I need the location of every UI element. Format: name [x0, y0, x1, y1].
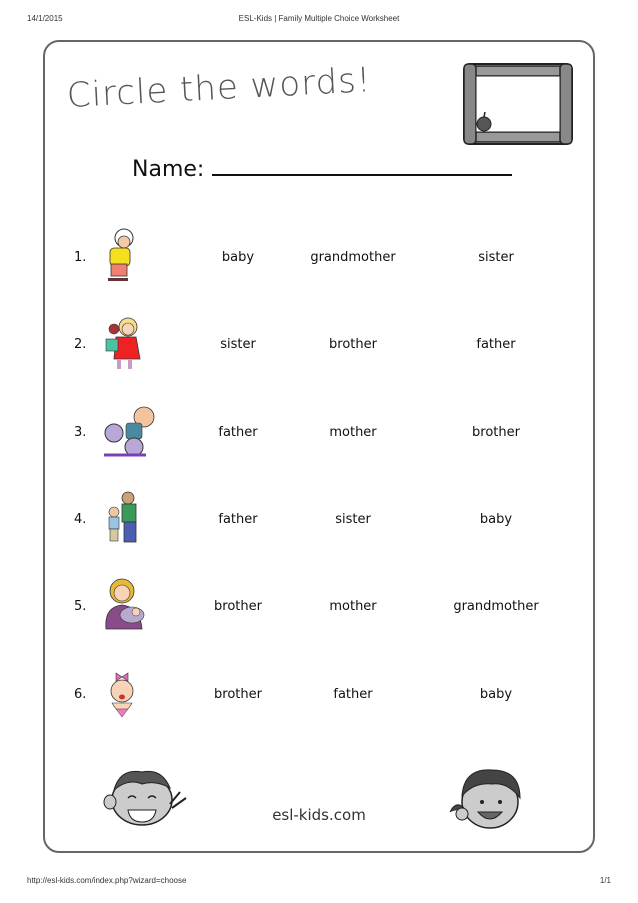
grandmother-picture-icon — [100, 228, 144, 284]
sister-picture-icon — [100, 315, 144, 371]
option-word[interactable]: brother — [329, 337, 377, 352]
option-word[interactable]: grandmother — [310, 250, 396, 265]
option-word[interactable]: brother — [472, 425, 520, 440]
girl-face-icon — [444, 764, 534, 832]
chalkboard-frame-icon — [460, 60, 576, 148]
option-word[interactable]: father — [218, 425, 258, 440]
question-row — [0, 228, 638, 288]
question-number: 4. — [74, 512, 87, 527]
question-number: 3. — [74, 425, 87, 440]
option-word[interactable]: brother — [214, 687, 262, 702]
option-word[interactable]: baby — [479, 512, 513, 527]
question-number: 6. — [74, 687, 87, 702]
option-word[interactable]: brother — [214, 599, 262, 614]
name-field[interactable] — [132, 156, 512, 182]
option-word[interactable]: mother — [329, 425, 377, 440]
question-row — [0, 403, 638, 463]
baby-picture-icon — [100, 665, 144, 721]
option-word[interactable]: baby — [221, 250, 255, 265]
option-word[interactable]: mother — [329, 599, 377, 614]
question-number: 2. — [74, 337, 87, 352]
father-picture-icon — [100, 490, 144, 546]
option-word[interactable]: father — [476, 337, 516, 352]
brand-text: esl-kids.com — [272, 806, 366, 824]
question-row — [0, 490, 638, 550]
question-number: 1. — [74, 250, 87, 265]
option-word[interactable]: grandmother — [453, 599, 539, 614]
option-word[interactable]: father — [333, 687, 373, 702]
name-label: Name: — [132, 157, 205, 182]
print-date: 14/1/2015 — [27, 14, 63, 23]
question-row — [0, 577, 638, 637]
option-word[interactable]: baby — [479, 687, 513, 702]
question-row — [0, 315, 638, 375]
name-blank-line[interactable] — [212, 156, 512, 176]
option-word[interactable]: sister — [220, 337, 256, 352]
print-url: http://esl-kids.com/index.php?wizard=choose — [27, 876, 187, 885]
print-title: ESL-Kids | Family Multiple Choice Worksheet — [238, 14, 400, 23]
option-word[interactable]: sister — [335, 512, 371, 527]
brother-picture-icon — [100, 403, 160, 459]
option-word[interactable]: sister — [478, 250, 514, 265]
option-word[interactable]: father — [218, 512, 258, 527]
question-row — [0, 665, 638, 725]
mother-picture-icon — [100, 577, 150, 633]
print-page-number: 1/1 — [599, 876, 611, 885]
question-number: 5. — [74, 599, 87, 614]
worksheet-title: Circle the words! — [65, 60, 373, 116]
